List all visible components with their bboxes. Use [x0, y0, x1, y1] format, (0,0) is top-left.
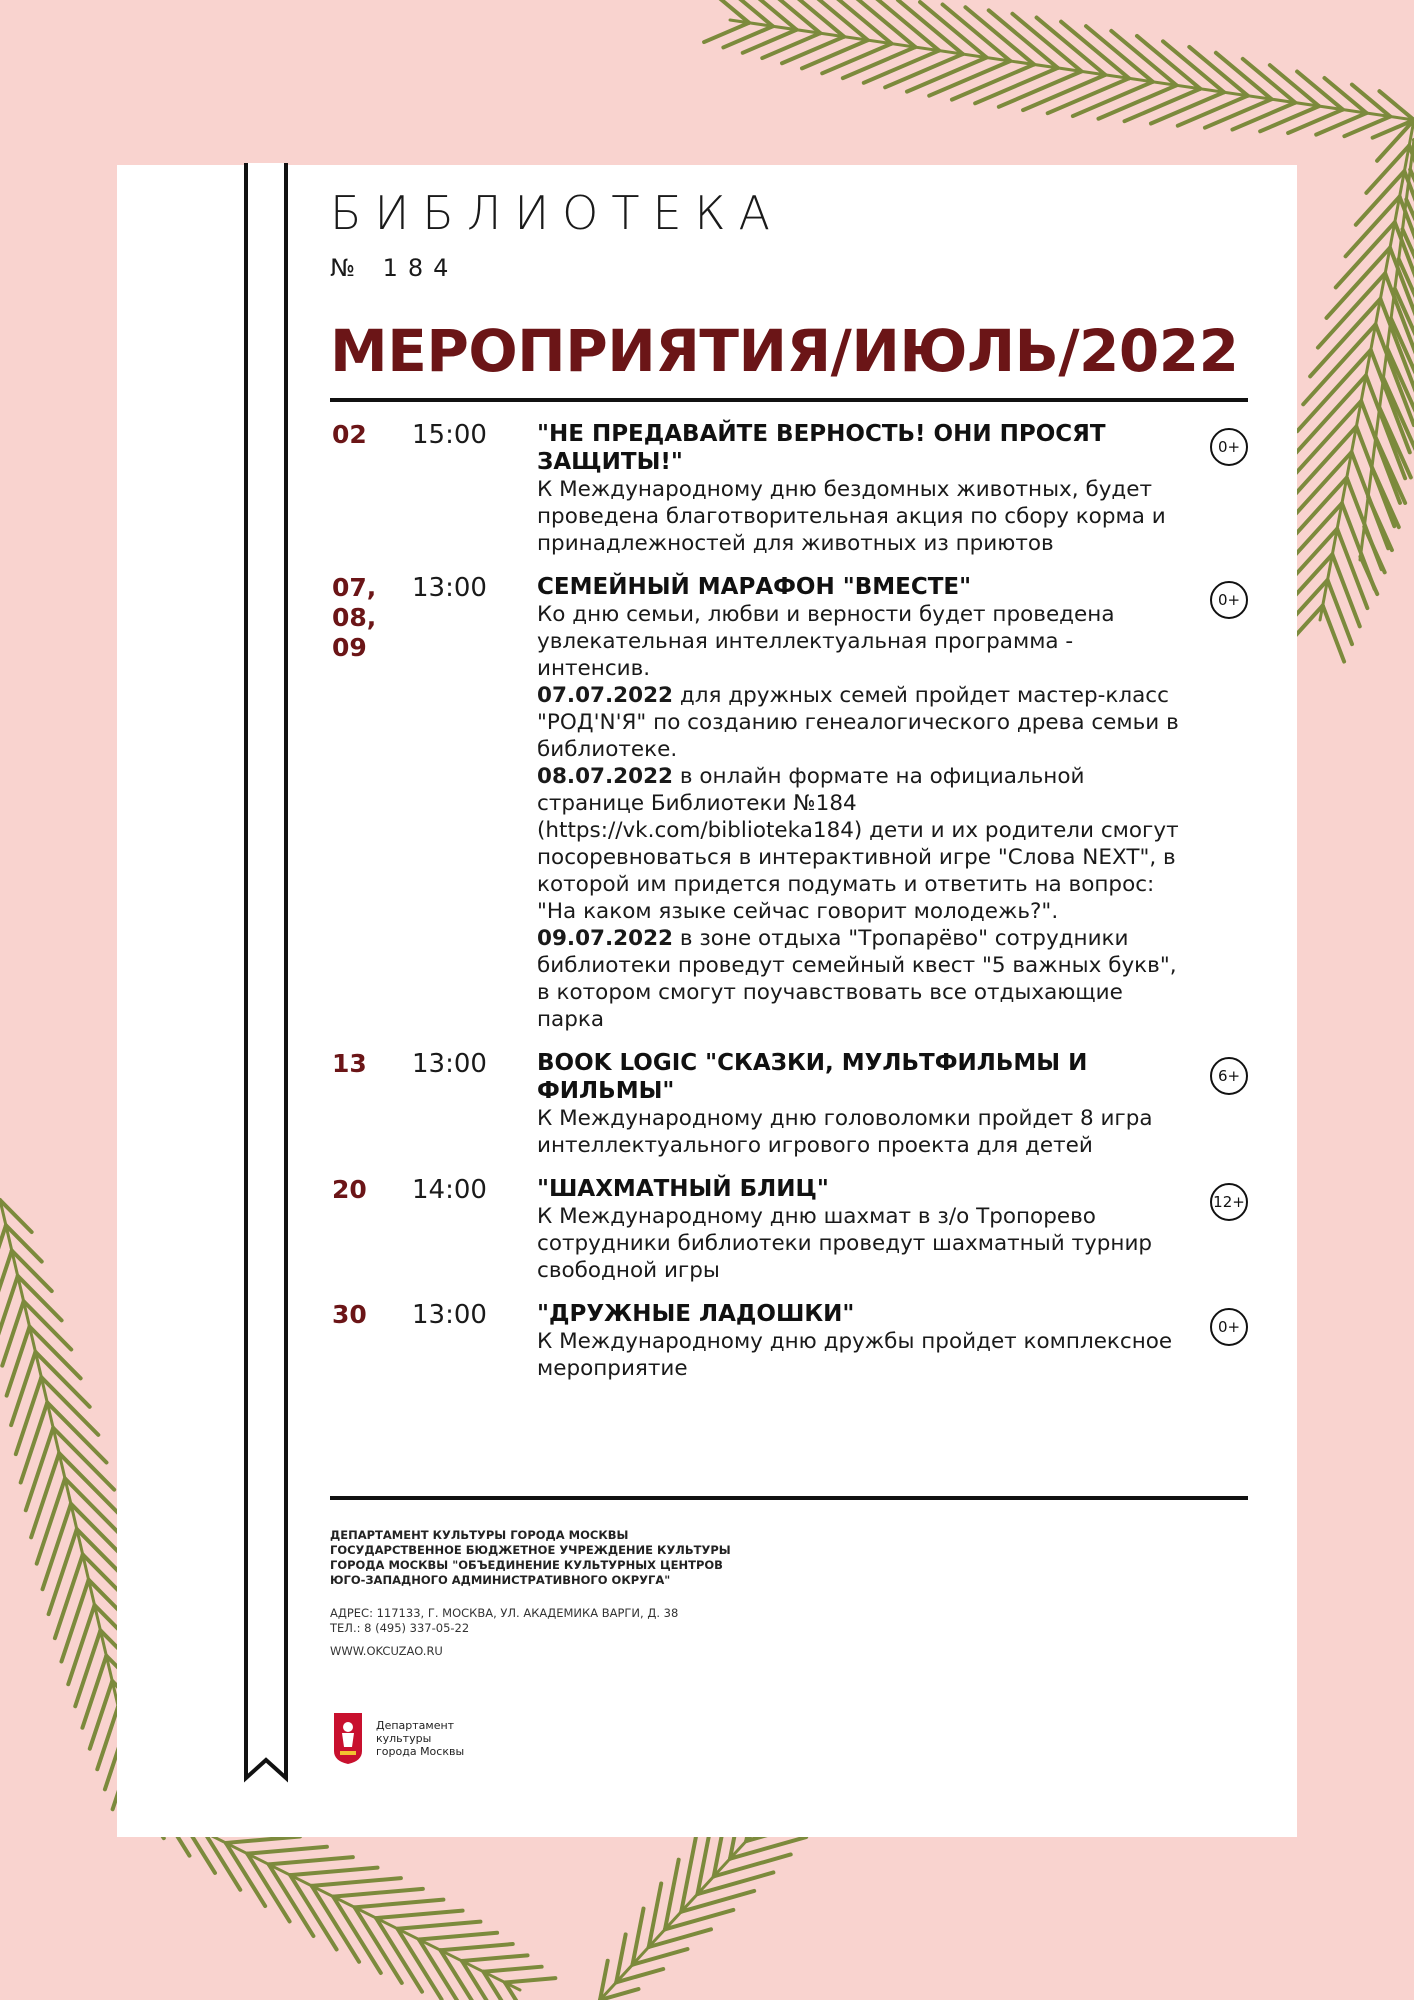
footer-address: АДРЕС: 117133, Г. МОСКВА, УЛ. АКАДЕМИКА ВАРГИ, Д. 38 ТЕЛ.: 8 (495) 337-05-22 — [330, 1606, 679, 1635]
event-item — [330, 1175, 1248, 1284]
event-title: СЕМЕЙНЫЙ МАРАФОН "ВМЕСТЕ" — [537, 574, 972, 600]
age-rating-badge: 0+ — [1210, 428, 1248, 466]
footer-website: WWW.OKCUZAO.RU — [330, 1644, 443, 1658]
event-title: "НЕ ПРЕДАВАЙТЕ ВЕРНОСТЬ! ОНИ ПРОСЯТ ЗАЩИТЫ!" — [537, 421, 1106, 475]
event-description: К Международному дню головоломки пройдет 8 игра интеллектуального игрового проекта для детей — [537, 1106, 1153, 1158]
footer-organization: ДЕПАРТАМЕНТ КУЛЬТУРЫ ГОРОДА МОСКВЫ ГОСУДАРСТВЕННОЕ БЮДЖЕТНОЕ УЧРЕЖДЕНИЕ КУЛЬТУРЫ ГОРОДА МОСКВЫ "ОБЪЕДИНЕНИЕ КУЛЬТУРНЫХ ЦЕНТРОВ ЮГО-ЗАПАДНОГО АДМИНИСТРАТИВНОГО ОКРУГА" — [330, 1528, 731, 1587]
event-subitem — [537, 763, 1187, 925]
event-subitem — [537, 925, 1187, 1033]
subitem-text: в зоне отдыха "Тропарёво" сотрудники библиотеки проведут семейный квест "5 важных букв", в котором смогут поучавствовать все отдыхающие парка — [537, 926, 1177, 1032]
subitem-date: 09.07.2022 — [537, 926, 674, 951]
event-time: 13:00 — [412, 1300, 487, 1330]
age-rating-badge: 0+ — [1210, 581, 1248, 619]
library-logo — [330, 186, 783, 282]
divider-top — [330, 398, 1248, 402]
age-rating-badge: 12+ — [1210, 1183, 1248, 1221]
event-description: Ко дню семьи, любви и верности будет проведена увлекательная интеллектуальная программа - интенсив. — [537, 602, 1115, 681]
event-date: 30 — [332, 1300, 367, 1329]
event-item — [330, 420, 1248, 557]
event-title: BOOK LOGIC "СКАЗКИ, МУЛЬТФИЛЬМЫ И ФИЛЬМЫ" — [537, 1050, 1088, 1104]
department-logo — [332, 1711, 464, 1765]
age-rating-badge: 0+ — [1210, 1308, 1248, 1346]
department-logo-text: Департамент культуры города Москвы — [376, 1718, 465, 1758]
event-description: К Международному дню шахмат в з/о Тропорево сотрудники библиотеки проведут шахматный турнир свободной игры — [537, 1204, 1153, 1283]
event-date: 07, 08, 09 — [332, 573, 377, 662]
library-title: БИБЛИОТЕКА — [330, 186, 783, 240]
event-title: "ШАХМАТНЫЙ БЛИЦ" — [537, 1176, 829, 1202]
subitem-date: 08.07.2022 — [537, 764, 674, 789]
page-title: МЕРОПРИЯТИЯ/ИЮЛЬ/2022 — [330, 317, 1239, 385]
event-title: "ДРУЖНЫЕ ЛАДОШКИ" — [537, 1301, 855, 1327]
divider-bottom — [330, 1496, 1248, 1500]
library-number: № 184 — [330, 254, 459, 282]
event-time: 13:00 — [412, 573, 487, 603]
event-item — [330, 1049, 1248, 1159]
event-time: 14:00 — [412, 1175, 487, 1205]
subitem-text: для дружных семей пройдет мастер-класс "РОД'N'Я" по созданию генеалогического древа семьи в библиотеке. — [537, 683, 1179, 762]
event-description: К Международному дню дружбы пройдет комплексное мероприятие — [537, 1329, 1173, 1381]
event-date: 20 — [332, 1175, 367, 1204]
subitem-text: в онлайн формате на официальной странице Библиотеки №184 (https://vk.com/biblioteka184) дети и их родители смогут посоревноваться в интерактивной игре "Слова NEXT", в которой им придется подумать и ответить на вопрос: "На каком языке сейчас говорит молодежь?". — [537, 764, 1179, 924]
moscow-crest-icon — [332, 1711, 364, 1765]
events-list — [330, 420, 1248, 1398]
age-rating-badge: 6+ — [1210, 1057, 1248, 1095]
event-time: 15:00 — [412, 420, 487, 450]
event-subitem — [537, 682, 1187, 763]
event-item — [330, 1300, 1248, 1382]
event-item — [330, 573, 1248, 1033]
event-time: 13:00 — [412, 1049, 487, 1079]
bookmark-ribbon — [242, 163, 290, 1783]
subitem-date: 07.07.2022 — [537, 683, 674, 708]
event-description: К Международному дню бездомных животных, будет проведена благотворительная акция по сбору корма и принадлежностей для животных из приютов — [537, 477, 1166, 556]
event-date: 13 — [332, 1049, 367, 1078]
event-date: 02 — [332, 420, 367, 449]
